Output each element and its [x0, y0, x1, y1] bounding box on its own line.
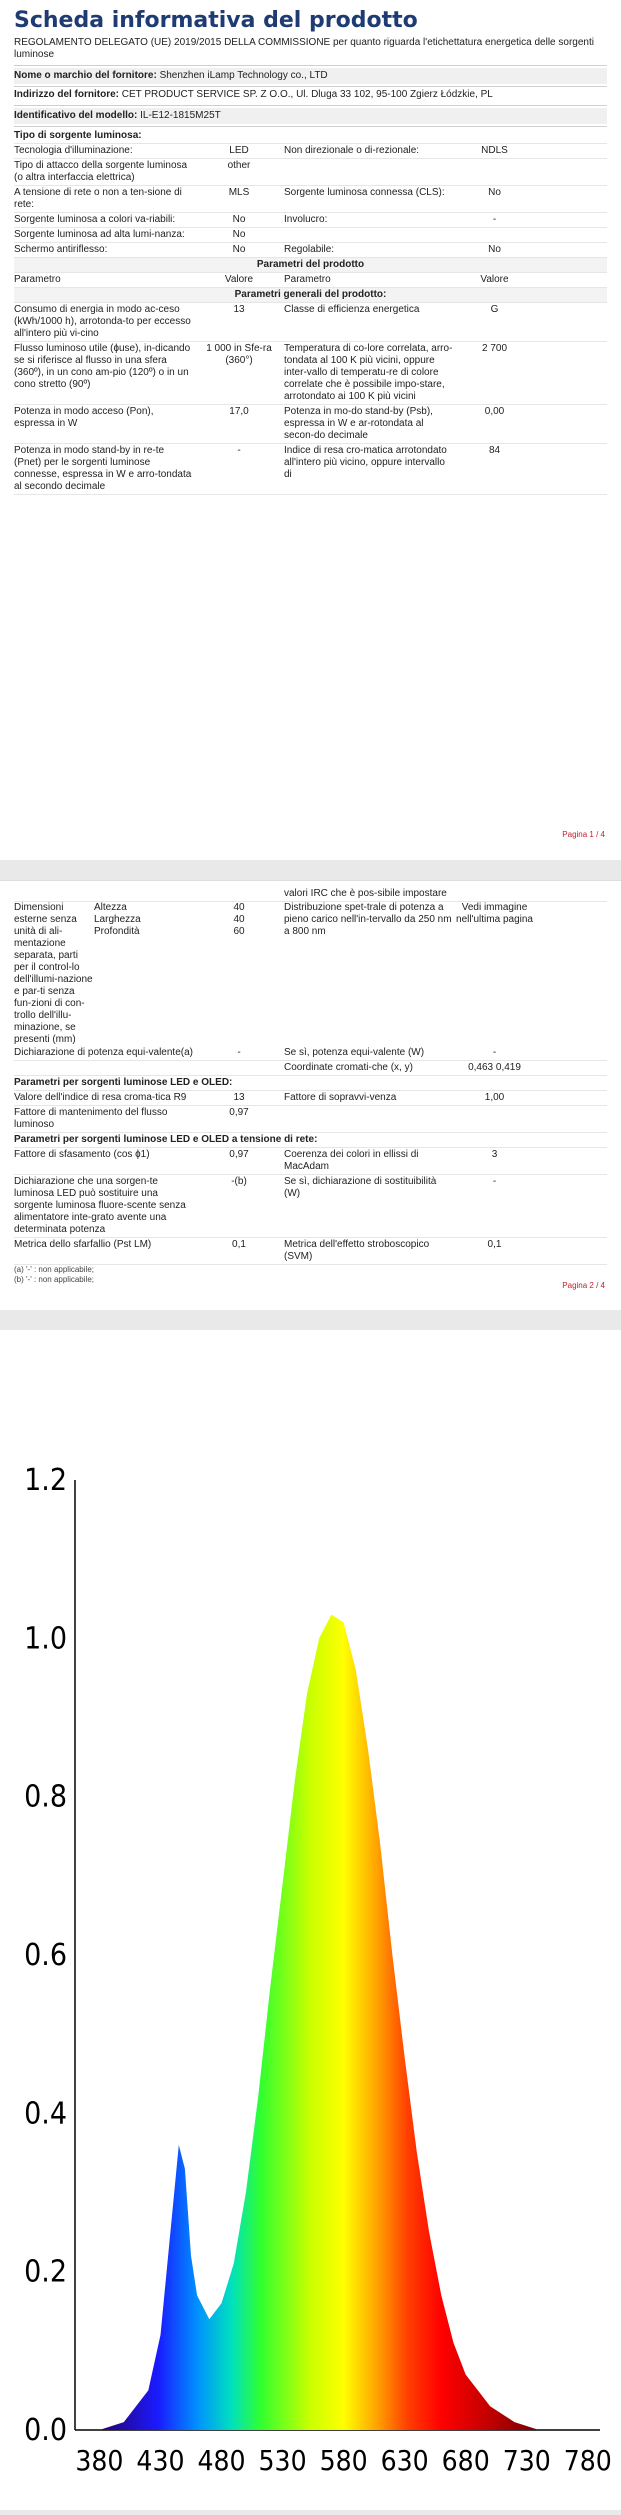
led-params-title: Parametri per sorgenti luminose LED e OLED:	[14, 1076, 607, 1091]
y-tick-label: 1.2	[24, 1463, 67, 1498]
light-source-cell	[284, 160, 454, 184]
equivalence-cell: Coordinate cromati-che (x, y)	[284, 1062, 413, 1073]
led-param-row	[14, 1106, 607, 1133]
x-tick-label: 380	[75, 2444, 124, 2477]
mains-params-table	[14, 1148, 607, 1265]
equivalence-cell	[14, 1062, 194, 1074]
led-param-cell: Fattore di mantenimento del flusso luminoso	[14, 1107, 168, 1130]
general-param-cell: Potenza in mo-do stand-by (Psb), espressa in W e ar-rotondata al secon-do decimale	[284, 406, 433, 441]
x-tick-label: 580	[319, 2444, 368, 2477]
x-tick-label: 630	[380, 2444, 429, 2477]
params-title: Parametri del prodotto	[14, 258, 607, 273]
led-param-cell: Fattore di sopravvi-venza	[284, 1092, 397, 1103]
light-source-cell: No	[232, 214, 246, 225]
x-tick-label: 530	[258, 2444, 307, 2477]
light-source-cell	[284, 229, 454, 241]
spectrum-area	[99, 1615, 587, 2430]
light-source-cell	[454, 229, 535, 241]
general-params-table	[14, 303, 607, 495]
mains-params-title: Parametri per sorgenti luminose LED e OLED a tensione di rete:	[14, 1133, 607, 1148]
light-source-cell: Tecnologia d'illuminazione:	[14, 145, 133, 156]
general-params-title: Parametri generali del prodotto:	[14, 288, 607, 303]
general-param-cell: Consumo di energia in modo ac-ceso (kWh/1000 h), arrotonda-to per eccesso all'intero più vi-cino	[14, 304, 191, 339]
light-source-row	[14, 144, 607, 159]
light-source-row	[14, 243, 607, 258]
page-2	[0, 880, 621, 1310]
light-source-type-heading: Tipo di sorgente luminosa:	[14, 129, 607, 144]
mains-param-cell: Fattore di sfasamento (cos ɸ1)	[14, 1149, 150, 1160]
mains-param-cell: Dichiarazione che una sorgen-te luminosa LED può sostituire una sorgente luminosa fluore-scente senza alimentatore inte-grato avente una determinata potenza	[14, 1176, 186, 1235]
general-param-cell: 0,00	[484, 406, 505, 417]
equivalence-cell: -	[492, 1047, 497, 1058]
light-source-cell: Regolabile:	[284, 244, 335, 255]
general-param-cell: 2 700	[481, 343, 508, 354]
led-param-row	[14, 1091, 607, 1106]
light-source-cell: No	[488, 244, 501, 255]
mains-param-cell: -(b)	[231, 1176, 247, 1187]
mains-param-cell: Coerenza dei colori in ellissi di MacAdam	[284, 1149, 419, 1172]
footnote-a: (a) '-' : non applicabile;	[14, 1265, 94, 1274]
general-param-row	[14, 303, 607, 342]
depth-value: 60	[233, 926, 245, 937]
led-param-cell: 13	[233, 1092, 245, 1103]
general-param-cell: -	[237, 445, 241, 456]
light-source-cell: No	[232, 229, 246, 240]
light-source-row	[14, 186, 607, 213]
mains-param-row	[14, 1238, 607, 1265]
equivalence-table	[14, 1046, 607, 1076]
led-param-cell	[454, 1107, 535, 1131]
page-number: Pagina 2 / 4	[562, 1281, 605, 1290]
x-tick-label: 730	[502, 2444, 551, 2477]
general-param-cell: Flusso luminoso utile (ɸuse), in-dicando se si riferisce al flusso in una sfera (360º), in un cono am-pio (120º) o in un cono stretto (90º)	[14, 343, 191, 390]
general-param-cell: 1 000 in Sfe-ra (360°)	[206, 343, 272, 366]
supplier-address: Indirizzo del fornitore: CET PRODUCT SERVICE SP. Z O.O., Ul. Dluga 33 102, 95-100 Zgierz Łódzkie, PL	[14, 89, 493, 100]
general-param-row	[14, 405, 607, 444]
page-1	[0, 0, 621, 860]
regulation-text: REGOLAMENTO DELEGATO (UE) 2019/2015 DELLA COMMISSIONE per quanto riguarda l'etichettatura energetica delle sorgenti luminose	[14, 37, 594, 60]
mains-param-cell: 0,1	[487, 1239, 502, 1250]
light-source-cell: MLS	[228, 187, 250, 198]
general-param-cell: 13	[233, 304, 245, 315]
light-source-cell: A tensione di rete o non a ten-sione di rete:	[14, 187, 182, 210]
general-param-cell: Potenza in modo stand-by in re-te (Pnet) per le sorgenti luminose connesse, espressa in W e arro-tondata al secondo decimale	[14, 445, 192, 492]
general-param-cell: Potenza in modo acceso (Pon), espressa in W	[14, 406, 154, 429]
mains-param-cell: 0,97	[229, 1149, 249, 1160]
equivalence-cell	[194, 1062, 284, 1074]
spectral-label: Distribuzione spet-trale di potenza a pieno carico nell'in-tervallo da 250 nm a 800 nm	[284, 902, 452, 937]
page-title: Scheda informativa del prodotto	[14, 8, 418, 33]
general-param-row	[14, 342, 607, 405]
led-params-table	[14, 1091, 607, 1133]
led-param-cell: 1,00	[484, 1092, 505, 1103]
light-source-cell: Schermo antiriflesso:	[14, 244, 108, 255]
spectral-value: Vedi immagine nell'ultima pagina	[456, 902, 533, 925]
led-param-cell: Valore dell'indice di resa croma-tica R9	[14, 1092, 187, 1103]
equivalence-row	[14, 1061, 607, 1076]
light-source-cell: -	[492, 214, 497, 225]
general-param-cell: Classe di efficienza energetica	[284, 304, 420, 315]
light-source-cell: Tipo di attacco della sorgente luminosa (o altra interfaccia elettrica)	[14, 160, 188, 183]
mains-param-cell: 0,1	[232, 1239, 246, 1250]
general-param-cell: Temperatura di co-lore correlata, arro-tondata al 100 K più vicini, oppure inter-vallo di temperatu-re di colore correlate che è possibile impo-stare, arrotondato ai 100 K più vicini	[284, 343, 453, 402]
equivalence-cell: Dichiarazione di potenza equi-valente(a)	[14, 1047, 193, 1058]
params-header: Parametro Valore Parametro Valore	[14, 273, 607, 288]
mains-param-cell: Se sì, dichiarazione di sostituibilità (W)	[284, 1176, 437, 1199]
equivalence-cell: Se sì, potenza equi-valente (W)	[284, 1047, 425, 1058]
mains-param-cell: 3	[491, 1149, 498, 1160]
general-param-cell: Indice di resa cro-matica arrotondato all'intero più vicino, oppure intervallo di	[284, 445, 447, 480]
general-param-row	[14, 444, 607, 495]
light-source-row	[14, 159, 607, 186]
x-tick-label: 430	[136, 2444, 185, 2477]
general-param-cell: G	[490, 304, 499, 315]
width-value: 40	[233, 914, 245, 925]
light-source-cell: Sorgente luminosa ad alta lumi-nanza:	[14, 229, 185, 240]
y-tick-label: 0.4	[24, 2096, 67, 2132]
light-source-cell: No	[232, 244, 246, 255]
light-source-cell: LED	[229, 145, 249, 156]
light-source-cell: Non direzionale o di-rezionale:	[284, 145, 420, 156]
height-value: 40	[233, 902, 245, 913]
y-tick-label: 0.6	[24, 1938, 67, 1973]
mains-param-cell: -	[492, 1176, 497, 1187]
y-tick-label: 0.0	[24, 2413, 67, 2448]
light-source-cell: Sorgente luminosa connessa (CLS):	[284, 187, 445, 198]
dimensions-label: Dimensioni esterne senza unità di ali-mentazione separata, parti per il control-lo dell'illumi-nazione e par-ti senza fun-zioni di con-trollo dell'illu-minazione, se presenti (mm)	[14, 902, 93, 1045]
cri-continued: valori IRC che è pos-sibile impostare	[14, 887, 607, 902]
light-source-table	[14, 144, 607, 258]
general-param-cell: 17,0	[229, 406, 249, 417]
y-tick-label: 0.8	[24, 1779, 67, 1815]
light-source-row	[14, 213, 607, 228]
led-param-cell: 0,97	[229, 1107, 249, 1118]
light-source-cell: Sorgente luminosa a colori va-riabili:	[14, 214, 176, 225]
footnote-b: (b) '-' : non applicabile;	[14, 1275, 94, 1284]
supplier-name: Nome o marchio del fornitore: Shenzhen iLamp Technology co., LTD	[14, 68, 607, 84]
dimensions-row: Dimensioni esterne senza unità di ali-mentazione separata, parti per il control-lo dell'illumi-nazione e par-ti senza fun-zioni di con-trollo dell'illu-minazione, se presenti (mm) Altezza Larghezza Profondità 40 40 60 Distribuzione spet-trale di potenza a pieno carico nell'in-tervallo da 250 nm a 800 nm Vedi immagine nell'ultima pagina	[14, 902, 607, 1046]
spectral-distribution-chart	[0, 1330, 621, 2510]
page-number: Pagina 1 / 4	[562, 830, 605, 839]
x-tick-label: 480	[197, 2444, 246, 2477]
page-3	[0, 1330, 621, 2510]
x-tick-label: 680	[441, 2444, 490, 2477]
light-source-cell: NDLS	[481, 145, 508, 156]
light-source-cell: No	[488, 187, 501, 198]
general-param-cell: 84	[488, 445, 501, 456]
mains-param-cell: Metrica dello sfarfallio (Pst LM)	[14, 1239, 152, 1250]
light-source-cell	[454, 160, 535, 184]
light-source-cell: Involucro:	[284, 214, 328, 225]
light-source-row	[14, 228, 607, 243]
led-param-cell	[284, 1107, 454, 1131]
light-source-cell: other	[227, 160, 251, 171]
y-tick-label: 0.2	[24, 2254, 67, 2290]
mains-param-cell: Metrica dell'effetto stroboscopico (SVM)	[284, 1239, 430, 1262]
mains-param-row	[14, 1148, 607, 1175]
equivalence-row	[14, 1046, 607, 1061]
x-tick-label: 780	[563, 2444, 612, 2477]
equivalence-cell: 0,463 0,419	[468, 1062, 521, 1073]
model-id: Identificativo del modello: IL-E12-1815M25T	[14, 108, 607, 124]
y-tick-label: 1.0	[24, 1621, 67, 1657]
equivalence-cell: -	[237, 1047, 241, 1058]
mains-param-row	[14, 1175, 607, 1238]
